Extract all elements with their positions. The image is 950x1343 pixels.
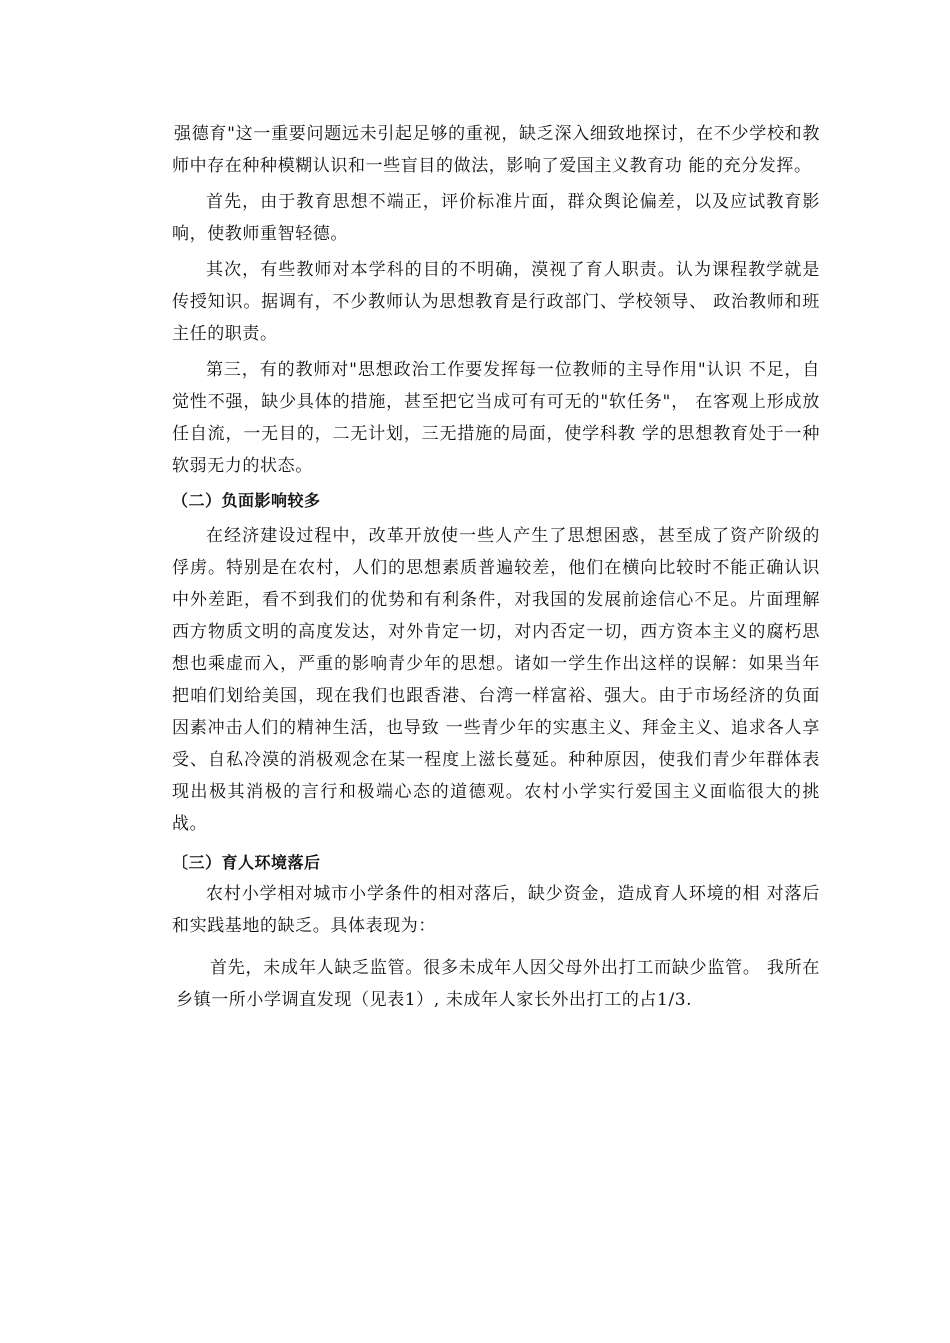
paragraph-first-reason: 首先，由于教育思想不端正，评价标准片面，群众舆论偏差，以及应试教育影响，使教师重智轻德。 <box>172 192 820 244</box>
paragraph-environment: 农村小学相对城市小学条件的相对落后，缺少资金，造成育人环境的相 对落后和实践基地的缺乏。具体表现为： <box>172 884 820 936</box>
document-body <box>172 118 820 1016</box>
section-heading-environment: 〔三）育人环境落后 <box>172 853 321 872</box>
paragraph-continuation: 强德育"这一重要问题远未引起足够的重视，缺乏深入细致地探讨，在不少学校和教师中存在种种模糊认识和一些盲目的做法，影响了爱国主义教育功 能的充分发挥。 <box>172 124 820 176</box>
section-heading-negative-influence: （二）负面影响较多 <box>172 491 321 510</box>
paragraph-supervision: 首先，未成年人缺乏监管。很多未成年人因父母外出打工而缺少监管。 我所在乡镇一所小学调直发现（见表1）, 未成年人家长外出打工的占1/3. <box>176 958 820 1010</box>
paragraph-second-reason: 其次，有些教师对本学科的目的不明确，漠视了育人职责。认为课程教学就是传授知识。据调有，不少教师认为思想教育是行政部门、学校领导、 政治教师和班主任的职责。 <box>172 260 820 344</box>
paragraph-third-reason: 第三，有的教师对"思想政治工作要发挥每一位教师的主导作用"认识 不足，自觉性不强，缺少具体的措施，甚至把它当成可有可无的"软任务"， 在客观上形成放任自流，一无目的，二无计划，三无措施的局面，使学科教 学的思想教育处于一种软弱无力的状态。 <box>172 360 820 476</box>
paragraph-negative-influence: 在经济建设过程中，改革开放使一些人产生了思想困惑，甚至成了资产阶级的俘虏。特别是在农村，人们的思想素质普遍较差，他们在横向比较时不能正确认识中外差距，看不到我们的优势和有利条件，对我国的发展前途信心不足。片面理解西方物质文明的高度发达，对外肯定一切，对内否定一切，西方资本主义的腐朽思想也乘虚而入，严重的影响青少年的思想。诸如一学生作出这样的误解：如果当年把咱们划给美国，现在我们也跟香港、台湾一样富裕、强大。由于市场经济的负面因素冲击人们的精神生活，也导致 一些青少年的实惠主义、拜金主义、追求各人享受、自私冷漠的消极观念在某一程度上滋长蔓延。种种原因，使我们青少年群体表现出极其消极的言行和极端心态的道德观。农村小学实行爱国主义面临很大的挑战。 <box>172 526 820 834</box>
